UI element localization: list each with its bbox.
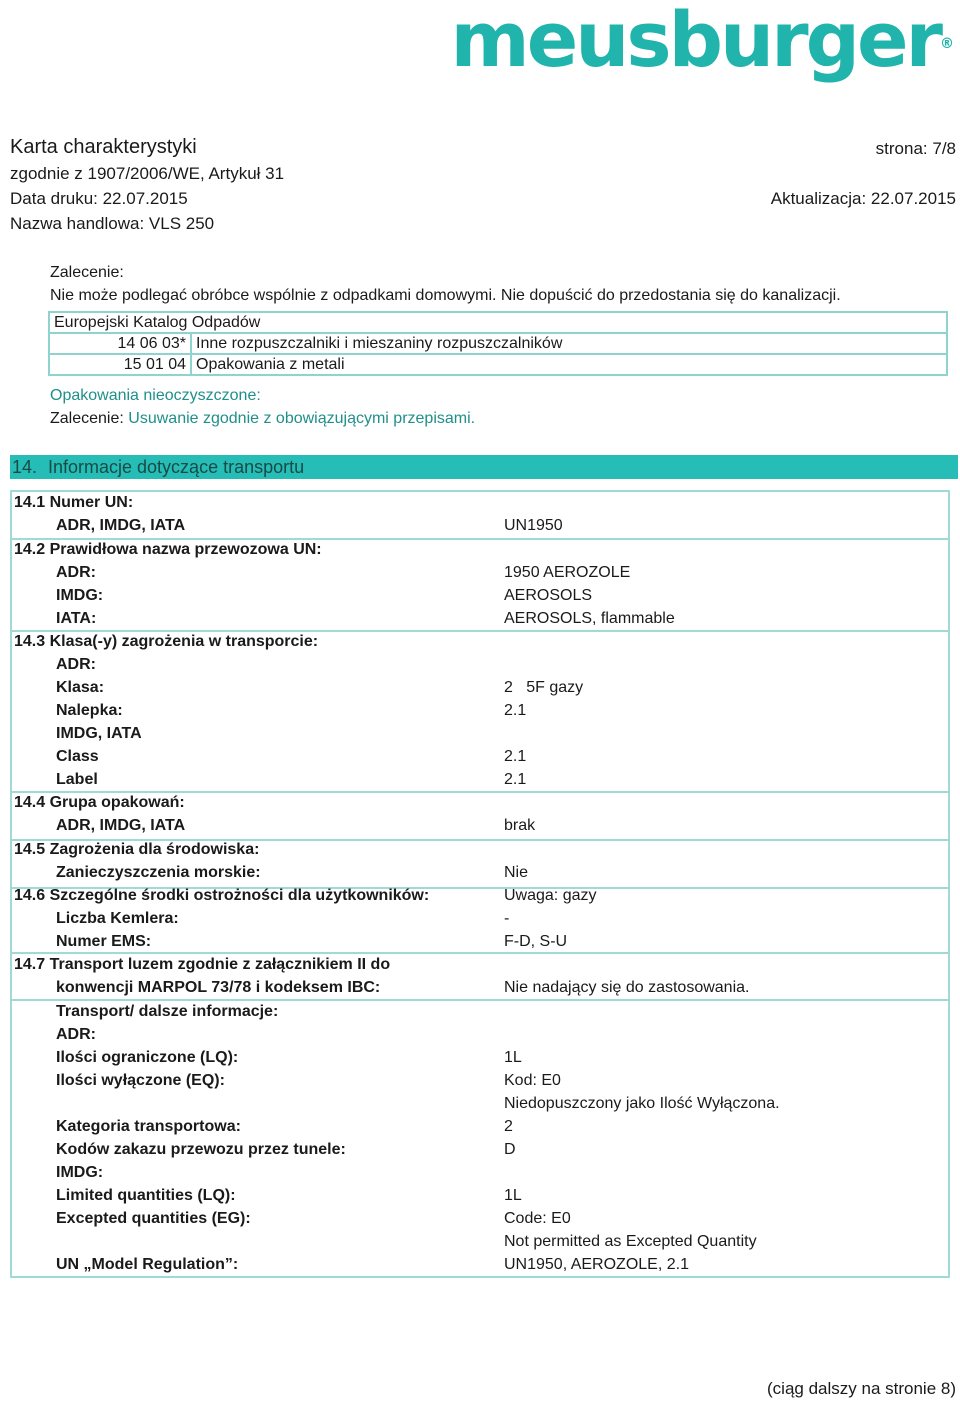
row-value: 1L — [504, 1049, 522, 1066]
row-value: D — [504, 1141, 516, 1158]
table-row — [49, 312, 947, 333]
row-value: AEROSOLS — [504, 587, 593, 604]
row-label: Zanieczyszczenia morskie: — [56, 864, 261, 881]
document-title: Karta charakterystyki — [10, 136, 197, 158]
row-value: 2 5F gazy — [504, 679, 584, 696]
row-value: 2.1 — [504, 771, 527, 788]
row-label: ADR: — [56, 1026, 96, 1043]
row-value: UN1950, AEROZOLE, 2.1 — [504, 1256, 689, 1273]
row-value: Niedopuszczony jako Ilość Wyłączona. — [504, 1095, 780, 1112]
uncleaned-packaging-label: Opakowania nieoczyszczone: — [50, 387, 261, 404]
row-label: Ilości wyłączone (EQ): — [56, 1072, 225, 1089]
section-14-header: 14. Informacje dotyczące transportu — [10, 455, 958, 479]
row-value: AEROSOLS, flammable — [504, 610, 675, 627]
box-further-info — [10, 999, 950, 1278]
row-label: ADR: — [56, 656, 96, 673]
row-label: IMDG: — [56, 1164, 104, 1181]
row-label: Kategoria transportowa: — [56, 1118, 241, 1135]
waste-catalog-table — [48, 311, 948, 376]
row-label: IATA: — [56, 610, 97, 627]
row-value: F-D, S-U — [504, 933, 568, 950]
row-label: 14.7 Transport luzem zgodnie z załącznikiem II do — [14, 956, 391, 973]
row-label: Liczba Kemlera: — [56, 910, 179, 927]
row-label: ADR: — [56, 564, 96, 581]
row-value: 2.1 — [504, 702, 527, 719]
row-label: Kodów zakazu przewozu przez tunele: — [56, 1141, 346, 1158]
catalog-code: 15 01 04 — [49, 354, 191, 375]
row-label: Nalepka: — [56, 702, 123, 719]
row-value: 1950 AEROZOLE — [504, 564, 631, 581]
box-hazard-class — [10, 630, 950, 793]
row-label: Excepted quantities (EG): — [56, 1210, 251, 1227]
row-value: Uwaga: gazy — [504, 887, 597, 904]
recommendation-label: Zalecenie: — [50, 264, 124, 281]
row-label: 14.2 Prawidłowa nazwa przewozowa UN: — [14, 541, 322, 558]
trade-name: Nazwa handlowa: VLS 250 — [10, 214, 215, 233]
regulation-line: zgodnie z 1907/2006/WE, Artykuł 31 — [10, 164, 285, 183]
row-label: 14.6 Szczególne środki ostrożności dla użytkowników: — [14, 887, 430, 904]
row-value: Not permitted as Excepted Quantity — [504, 1233, 757, 1250]
row-label: Label — [56, 771, 98, 788]
catalog-desc: Opakowania z metali — [191, 354, 947, 375]
print-date: Data druku: 22.07.2015 — [10, 189, 188, 208]
row-label: Numer EMS: — [56, 933, 152, 950]
row-label: 14.1 Numer UN: — [14, 494, 134, 511]
catalog-title: Europejski Katalog Odpadów — [49, 312, 947, 333]
row-label: IMDG, IATA — [56, 725, 142, 742]
row-value: 2.1 — [504, 748, 527, 765]
row-value: 1L — [504, 1187, 522, 1204]
row-label: Ilości ograniczone (LQ): — [56, 1049, 239, 1066]
row-label: ADR, IMDG, IATA — [56, 817, 186, 834]
row-value: Kod: E0 — [504, 1072, 561, 1089]
company-logo: meusburger® — [450, 0, 954, 84]
catalog-desc: Inne rozpuszczalniki i mieszaniny rozpuszczalników — [191, 333, 947, 354]
recommendation-text: Nie może podlegać obróbce wspólnie z odpadkami domowymi. Nie dopuścić do przedostania się do kanalizacji. — [50, 287, 841, 304]
table-row — [49, 354, 947, 375]
row-label: Limited quantities (LQ): — [56, 1187, 236, 1204]
row-value: 2 — [504, 1118, 513, 1135]
row-label: 14.5 Zagrożenia dla środowiska: — [14, 841, 260, 858]
continued-note: (ciąg dalszy na stronie 8) — [767, 1379, 956, 1398]
row-label: ADR, IMDG, IATA — [56, 517, 186, 534]
table-row — [49, 333, 947, 354]
row-label: Klasa: — [56, 679, 105, 696]
row-label: 14.4 Grupa opakowań: — [14, 794, 185, 811]
row-value: Code: E0 — [504, 1210, 571, 1227]
row-label: UN „Model Regulation”: — [56, 1256, 239, 1273]
page-number: strona: 7/8 — [875, 139, 956, 158]
row-value: Nie — [504, 864, 529, 881]
row-label: IMDG: — [56, 587, 104, 604]
row-label: Class — [56, 748, 99, 765]
row-value: Nie nadający się do zastosowania. — [504, 979, 750, 996]
row-value: UN1950 — [504, 517, 563, 534]
row-value: brak — [504, 817, 536, 834]
row-label: konwencji MARPOL 73/78 i kodeksem IBC: — [56, 979, 381, 996]
row-value: - — [504, 910, 510, 927]
update-date: Aktualizacja: 22.07.2015 — [770, 189, 956, 208]
packaging-recommendation: Zalecenie: Usuwanie zgodnie z obowiązującymi przepisami. — [50, 410, 476, 427]
catalog-code: 14 06 03* — [49, 333, 191, 354]
row-label: 14.3 Klasa(-y) zagrożenia w transporcie: — [14, 633, 319, 650]
row-label: Transport/ dalsze informacje: — [56, 1003, 279, 1020]
